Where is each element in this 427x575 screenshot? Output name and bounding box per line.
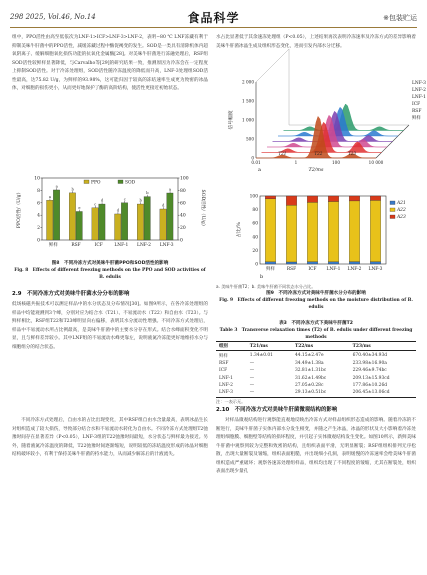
paragraph: 组中，PPO活性由高至低依次为LNF-1>ICF>LNF-3>LNF-2，表明−80 ℃ LNF冻藏有利于抑制美味牛肝菌中的PPO活性，减缓冻藏过程中酶促褐变的发生。SOD是一类具有清除机体内超氧阴离子、缓解细胞氧化损伤功能的抗氧化金属酶[28]。对美味牛肝菌进行冻融处理后，RSF组SOD活性较鲜样显著降低，与Carvalho等[29]的研究结果一致，推测原因为冷冻会在一定程度上抑制SOD活性。对于冷冻处理组，SOD活性随冷冻温度的降低而升高，LNF-3处理组SOD活性最高，达75.82 U/g，为鲜样的93.98%，这可能归因于较高的冻结速率生成更为致密的冰晶体，对细胞的损伤更小，从而更好地保护了酶的高阶结构，使活性更接近初始状态。 [12,35,208,91]
legend-swatch [390,215,395,219]
table-cell: LNF-1 [219,375,233,381]
y-tick-label: 60 [252,221,258,227]
column-header: T22/ms [294,343,314,349]
ppo-sod-bar-chart [12,172,208,256]
y2-tick-label: 100 [180,176,189,182]
significance-letter: a [48,194,52,199]
bar-ppo [115,214,121,240]
y-tick-label: 4 [37,213,40,219]
y-tick-label: 2 000 [242,79,254,85]
x-tick-label: RSF [286,267,297,272]
y-tick-label: 20 [252,248,258,254]
x-axis-label: T2/ms [308,168,324,173]
x-tick-label: 1 [294,160,298,165]
table-cell: — [249,375,255,381]
panel-label: b [260,274,264,280]
table-cell: — [249,390,255,396]
significance-letter: e [78,205,81,210]
table-cell: 32.81±1.31bc [294,368,327,374]
x-tick-label: 鲜样 [266,267,275,272]
legend-swatch [390,208,395,212]
table-row [216,375,416,382]
series-label: LNF-2 [412,88,426,93]
y2-tick-label: 60 [180,201,186,207]
y-tick-label: 80 [252,208,258,214]
panel-label: a [258,167,261,173]
stacked-bar-a22 [328,202,339,262]
table-cell: 670.40±34.93d [352,353,388,359]
table-cell: — [249,383,255,389]
left-column [12,34,208,170]
figure-caption-en: Fig. 9 Effects of different freezing methods on the moisture distribution of B. edulis [219,298,413,310]
figure-caption-en: Fig. 8 Effects of different freezing methods on the PPO and SOD activities of B. edulis [14,268,206,280]
bar-ppo [92,208,98,240]
plot-frame [260,196,386,264]
legend-label: A23 [397,215,406,220]
bar-sod [167,193,173,240]
significance-letter: b [139,198,142,203]
peak-label: T22 [314,151,323,156]
table-cell: 177.86±10.26d [352,383,388,389]
t2-relaxation-chart [216,66,426,186]
figure-9a [216,66,426,186]
table-row [216,382,416,389]
column-header: T23/ms [352,343,371,349]
legend-swatch [390,201,395,205]
y2-axis-label: SOD活性/（U/g） [200,189,205,229]
stacked-bar-a22 [307,202,318,261]
stacked-bar-a21 [349,262,360,264]
stacked-bar-a23 [307,196,318,202]
peak-label: T21 [278,151,287,156]
stacked-bar-a22 [349,201,360,262]
x-tick-label: 0.01 [251,160,261,165]
y-tick-label: 6 [37,201,40,207]
table-cell: 233.98±16.90a [352,360,387,366]
left-column-lower [12,290,208,565]
bar-sod [76,211,82,240]
table-cell: 44.15±2.47e [294,353,324,359]
table-caption-en: Table 3 Transverse relaxation times (T2) of B. edulis under different freezing methods [219,328,413,340]
table-header-row [216,342,416,351]
y-tick-label: 40 [252,235,258,241]
table-row [216,360,416,367]
peak-label: T23 [347,151,357,156]
y-tick-label: 1 000 [242,117,254,123]
x-tick-label: LNF-1 [326,267,341,272]
table-cell: LNF-3 [219,390,233,396]
t2-table [216,341,416,398]
stacked-bar-a23 [286,196,297,205]
table-cell: 27.05±0.28c [294,383,324,389]
significance-letter: a [168,187,172,192]
significance-letter: b [146,191,149,196]
y2-tick-label: 40 [180,213,186,219]
bar-ppo [69,193,75,240]
x-tick-label: LNF-3 [368,267,383,272]
stacked-bar-a23 [328,196,339,202]
right-column [216,34,416,60]
paragraph: 水占比显著低于其余速冻处理组（P<0.05），上述结果再次表明冷冻速率及冷冻方式的差异影响着美味牛肝菌冰晶生成及组织形态变化，进而引发内部水分迁移。 [216,35,416,49]
legend-swatch [84,180,89,184]
x-tick-label: 10 000 [368,160,384,165]
legend-label: A22 [397,208,406,213]
paragraph: 不同冷冻方式处理后，自由水的占比出现变化，其中RSF组自由水含量最高，表明冰晶生长对组织造成了较大损伤，导致部分结合水和不易流动水转化为自由水。不同冷冻方式处理组T2弛豫时间存在显著差异（P<0.05），LNF-3组的T22弛豫时间最短，水分状态与鲜样最为接近。另外，随着液氮冷冻温度的降低，T22弛豫时间逐渐缩短，说明较低的冻结温度形成的冰晶对细胞结构破坏较小，有利于保持美味牛肝菌的持水能力，从而减少解冻后的汁液流失。 [12,418,208,457]
legend-swatch [118,180,123,184]
x-tick-label: LNF-2 [347,267,362,272]
table-cell: 229.46±9.74bc [352,368,387,374]
series-label: ICF [412,102,421,107]
legend-label: SOD [125,180,136,186]
y-tick-label: 1 500 [242,98,254,104]
significance-letter: d [162,203,165,208]
x-tick-label: LNF-2 [137,243,151,248]
figure-9b [216,188,416,282]
bar-sod [99,204,105,240]
table-cell: 209.13±15.93cd [352,375,390,381]
stacked-bar-a21 [265,262,276,264]
y-tick-label: 2 [37,226,40,232]
bar-ppo [137,204,143,240]
paragraph: 低场核磁共振技术可以测定样品中的水分状态及分布情况[30]。如图9所示，在各冷冻处理组的样品中均能观测到3个峰，分别对应为结合水（T21）、不易流动水（T22）和自由水（T23）。与鲜样相比，RSF组T22和T23峰明显向右偏移，表明其水分流动性增强。不同冷冻方式处理后，样品中不易流动水所占比例最高，是美味牛肝菌中的主要水分存在形式。结合水峰面积变化不明显，且与鲜样差异较小。其中LNF组的不易流动水峰更靠左，说明液氮冷冻能更好地维持水分与细胞组分的结合状态。 [12,302,208,350]
stacked-bar-a21 [286,262,297,264]
section-heading: 2.9 不同冷冻方式对美味牛肝菌水分分布的影响 [12,291,130,297]
y-tick-label: 10 [34,176,40,182]
bar-sod [121,203,127,240]
column-header: T21/ms [249,343,268,349]
legend-label: PPO [91,180,101,186]
figure-caption-cn: 图9 不同冷冻方式对美味牛肝菌水分分布的影响 [266,291,366,296]
section-heading: 2.10 不同冷冻方式对美味牛肝菌微观结构的影响 [216,407,338,413]
table-row [216,351,416,360]
y2-tick-label: 80 [180,188,186,194]
table-cell: LNF-2 [219,383,233,389]
table-cell: RSF [219,360,229,366]
water-distribution-stacked-bar [216,188,416,282]
significance-letter: b [71,187,74,192]
stacked-bar-a23 [370,196,381,200]
stacked-bar-a22 [370,200,381,261]
series-label: LNF-1 [412,95,426,100]
y-tick-label: 8 [37,188,40,194]
y-tick-label: 500 [246,136,254,142]
stacked-bar-a21 [307,262,318,264]
bar-sod [53,190,59,240]
x-tick-label: LNF-3 [159,243,174,248]
table-cell: ICF [219,368,228,374]
right-column-lower [216,406,416,567]
figure-caption-cn: 图8 不同冷冻方式对美味牛肝菌PPO和SOD活性的影响 [51,261,169,266]
series-label: 鲜样 [412,116,421,121]
significance-letter: d [100,198,104,203]
x-tick-label: LNF-1 [114,243,129,248]
journal-title: 食品科学 [187,11,240,25]
series-label: RSF [412,109,422,114]
figure-8 [12,172,208,280]
significance-letter: a [55,184,58,189]
table-row [216,367,416,374]
x-tick-label: 鲜样 [48,243,58,248]
column-header: 组别 [219,344,228,350]
section-label: ※包装贮运 [383,14,417,22]
stacked-bar-a21 [328,262,339,264]
y-tick-label: 0 [37,238,40,244]
y-tick-label: 100 [249,194,258,200]
table-cell: — [249,368,255,374]
x-tick-label: ICF [94,243,103,248]
page-number-volume: 298 2025, Vol.46, No.14 [10,13,96,21]
stacked-bar-a21 [370,262,381,264]
y2-tick-label: 20 [180,226,186,232]
figure-9-captions [216,284,416,311]
significance-letter: c [94,202,97,207]
table-cell: 鲜样 [219,353,228,359]
y-axis-label: 占比/% [237,222,242,238]
x-tick-label: 100 [332,160,340,165]
y-axis-label: 信号幅度 [229,110,234,130]
bar-ppo [47,200,53,240]
y-axis-label: PPO活性/（U/g） [17,189,22,229]
paragraph: 对样品微观结构进行观察能直观地反映出冷冻方式对样品组织形态造成的影响。随着冷冻的不断进行，美味牛肝菌子实体内部水分发生相变，并随之产生冰晶，冰晶的形状及大小影响着冷冻处理组细胞膜、细胞壁等结构的损坏程度，并引起子实体微观结构发生变化。如图10所示，新鲜美味牛肝菌中观察到较为完整和致密的结构，且组织表面平滑，无明显断裂；RSF组组织排列无序松散，出现大量断裂及皱缩，组织表面粗糙，并出现细小孔洞，表明缓慢的冷冻速率会给美味牛肝菌组织造成严重破坏；观察各速冻处理组样品，组织均出现了不同程度的皱缩，尤其在断裂处，组织表面出现少量孔 [216,418,416,474]
significance-letter: d [116,208,120,213]
table-row [216,389,416,397]
y2-tick-label: 0 [180,238,183,244]
table-cell: 31.62±1.49bc [294,375,327,381]
table-caption-cn: 表3 不同冷冻方式下美味牛肝菌T2 [279,321,353,326]
page-header [10,8,417,28]
plot-frame [42,178,178,240]
table-3-block [216,320,416,405]
x-tick-label: ICF [308,267,317,272]
table-cell: 34.49±1.38a [294,360,324,366]
series-label: LNF-3 [412,81,426,86]
x-tick-label: RSF [71,243,81,248]
table-cell: 29.13±0.51bc [294,390,327,396]
bar-sod [144,197,150,240]
table-cell: — [249,360,255,366]
figure-note: a. 美味牛肝菌T2；b. 美味牛肝菌不同状态水分占比。 [216,284,316,289]
y-tick-label: 0 [255,262,258,268]
table-cell: 206.45±13.06cd [352,390,390,396]
significance-letter: c [123,197,126,202]
stacked-bar-a22 [265,199,276,262]
stacked-bar-a23 [349,196,360,201]
table-note: 注：一表示无。 [216,398,246,404]
stacked-bar-a22 [286,205,297,262]
stacked-bar-a23 [265,196,276,199]
y-tick-label: 0 [251,155,254,161]
legend-label: A21 [397,201,406,206]
table-cell: 1.34±0.01 [249,353,273,359]
bar-ppo [160,209,166,240]
